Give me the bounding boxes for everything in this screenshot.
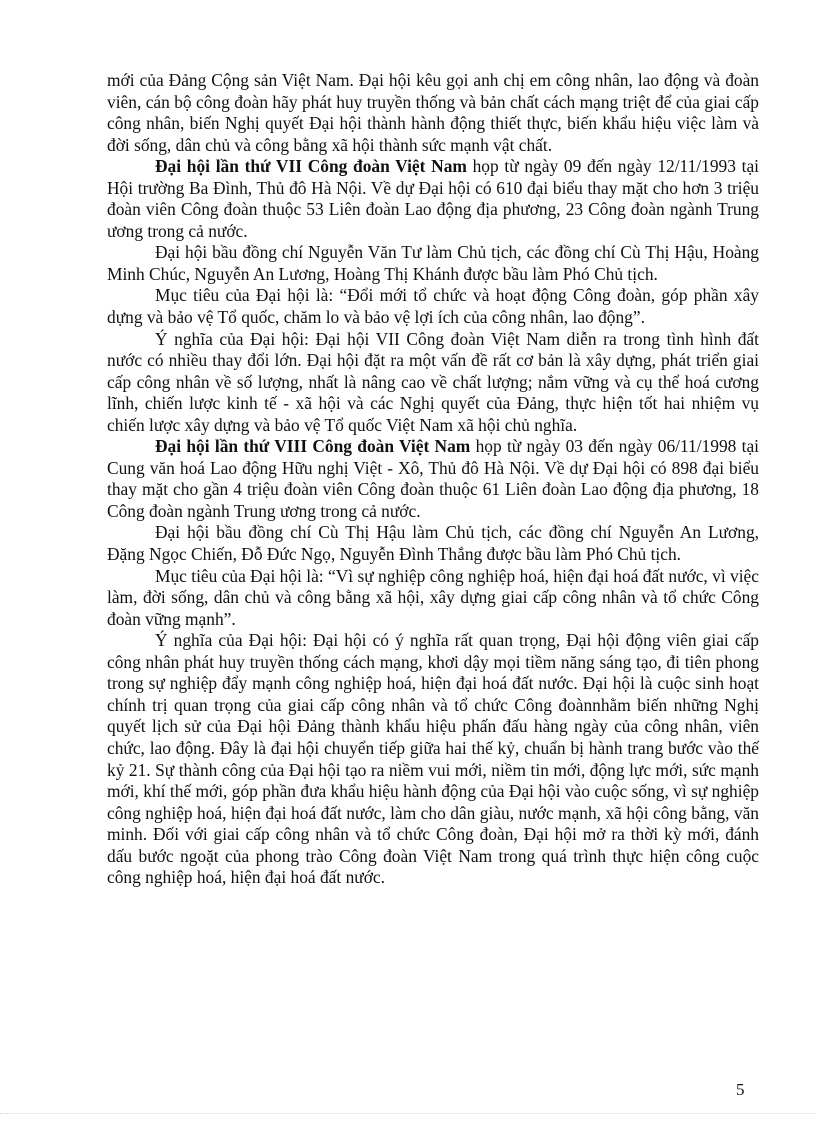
paragraph xyxy=(107,242,759,285)
paragraph xyxy=(107,436,759,522)
document-body xyxy=(107,70,759,889)
paragraph-text: Đại hội bầu đồng chí Nguyễn Văn Tư làm Chủ tịch, các đồng chí Cù Thị Hậu, Hoàng Minh Chúc, Nguyễn An Lương, Hoàng Thị Khánh được bầu làm Phó Chủ tịch. xyxy=(107,242,759,284)
paragraph-text: Mục tiêu của Đại hội là: “Đổi mới tổ chức và hoạt động Công đoàn, góp phần xây dựng và bảo vệ Tổ quốc, chăm lo và bảo vệ lợi ích của công nhân, lao động”. xyxy=(107,285,759,328)
congress-heading: Đại hội lần thứ VIII Công đoàn Việt Nam xyxy=(155,436,471,457)
paragraph xyxy=(107,70,759,156)
paragraph xyxy=(107,522,759,565)
paragraph-text: Mục tiêu của Đại hội là: “Vì sự nghiệp công nghiệp hoá, hiện đại hoá đất nước, vì việc làm, đời sống, dân chủ và công bằng xã hội, xây dựng giai cấp công nhân và tổ chức Công đoàn vững mạnh”. xyxy=(107,565,759,629)
paragraph xyxy=(107,630,759,889)
paragraph xyxy=(107,156,759,242)
paragraph xyxy=(107,285,759,328)
paragraph xyxy=(107,329,759,437)
paragraph-text: Ý nghĩa của Đại hội: Đại hội có ý nghĩa rất quan trọng, Đại hội động viên giai cấp công nhân phát huy truyền thống cách mạng, khơi dậy mọi tiềm năng sáng tạo, đi tiên phong trong sự nghiệp đẩy mạnh công nghiệp hoá, hiện đại hoá đất nước. Đại hội là cuộc sinh hoạt chính trị quan trọng của giai cấp công nhân và tổ chức Công đoànnhằm biến những Nghị quyết lịch sử của Đại hội Đảng thành khẩu hiệu phấn đấu hàng ngày của công nhân, viên chức, lao động. Đây là đại hội chuyển tiếp giữa hai thế kỷ, chuẩn bị hành trang bước vào thế kỷ 21. Sự thành công của Đại hội tạo ra niềm vui mới, niềm tin mới, động lực mới, sức mạnh mới, khí thế mới, góp phần đưa khẩu hiệu hành động của Đại hội vào cuộc sống, vì sự nghiệp công nghiệp hoá, hiện đại hoá đất nước, làm cho dân giàu, nước mạnh, xã hội công bằng, văn minh. Đối với giai cấp công nhân và tổ chức Công đoàn, Đại hội mở ra thời kỳ mới, đánh dấu bước ngoặt của phong trào Công đoàn Việt Nam trong quá trình thực hiện công cuộc công nghiệp hoá, hiện đại hoá đất nước. xyxy=(107,630,759,888)
paragraph-text: họp từ ngày 03 đến ngày 06/11/1998 tại Cung văn hoá Lao động Hữu nghị Việt - Xô, Thủ đô Hà Nội. Về dự Đại hội có 898 đại biểu thay mặt cho gần 4 triệu đoàn viên Công đoàn thuộc 61 Liên đoàn Lao động địa phương, 18 Công đoàn ngành Trung ương trong cả nước. xyxy=(107,436,760,521)
paragraph xyxy=(107,566,759,631)
congress-heading: Đại hội lần thứ VII Công đoàn Việt Nam xyxy=(155,156,467,177)
page-number: 5 xyxy=(736,1080,745,1099)
paragraph-text: mới của Đảng Cộng sản Việt Nam. Đại hội kêu gọi anh chị em công nhân, lao động và đoàn viên, cán bộ công đoàn hãy phát huy truyền thống và bản chất cách mạng triệt để của giai cấp công nhân, biến Nghị quyết Đại hội thành hành động thiết thực, biến khẩu hiệu việc làm và đời sống, dân chủ và công bằng xã hội thành sức mạnh vật chất. xyxy=(107,70,759,155)
paragraph-text: Đại hội bầu đồng chí Cù Thị Hậu làm Chủ tịch, các đồng chí Nguyễn An Lương, Đặng Ngọc Chiến, Đỗ Đức Ngọ, Nguyễn Đình Thắng được bầu làm Phó Chủ tịch. xyxy=(107,522,759,565)
paragraph-text: họp từ ngày 09 đến ngày 12/11/1993 tại Hội trường Ba Đình, Thủ đô Hà Nội. Về dự Đại hội có 610 đại biểu thay mặt cho hơn 3 triệu đoàn viên Công đoàn thuộc 53 Liên đoàn Lao động địa phương, 23 Công đoàn ngành Trung ương trong cả nước. xyxy=(107,156,759,241)
page-bottom-divider xyxy=(0,1113,816,1114)
paragraph-text: Ý nghĩa của Đại hội: Đại hội VII Công đoàn Việt Nam diễn ra trong tình hình đất nước có nhiều thay đổi lớn. Đại hội đặt ra một vấn đề rất cơ bản là xây dựng, phát triển giai cấp công nhân về số lượng, nhất là nâng cao về chất lượng; nắm vững và cụ thể hoá cương lĩnh, chiến lược kinh tế - xã hội và các Nghị quyết của Đảng, thực hiện tốt hai nhiệm vụ chiến lược xây dựng và bảo vệ Tổ quốc Việt Nam xã hội chủ nghĩa. xyxy=(107,328,759,435)
